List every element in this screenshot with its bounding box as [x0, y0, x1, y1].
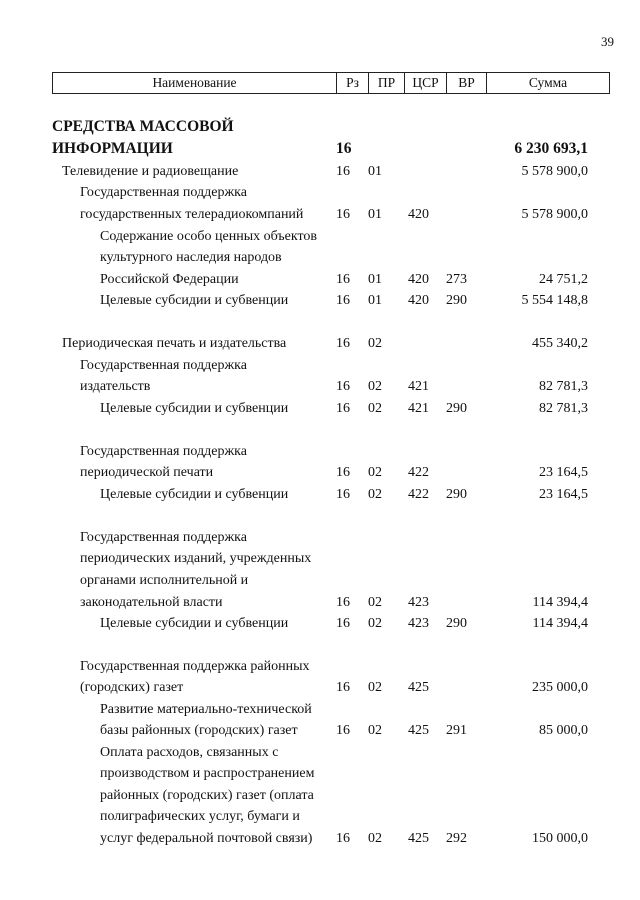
row-name: производством и распространением	[100, 766, 315, 781]
table-row	[0, 116, 640, 138]
row-name: ИНФОРМАЦИИ	[52, 140, 173, 157]
table-row	[0, 699, 640, 721]
row-name: полиграфических услуг, бумаги и	[100, 809, 300, 824]
table-row	[0, 592, 640, 614]
header-rz: Рз	[337, 73, 369, 93]
row-pr: 01	[368, 164, 382, 179]
table-row	[0, 247, 640, 269]
row-name: Целевые субсидии и субвенции	[100, 293, 289, 308]
row-name: базы районных (городских) газет	[100, 723, 298, 738]
row-rz: 16	[336, 379, 350, 394]
row-name: Периодическая печать и издательства	[62, 336, 287, 351]
table-row	[0, 484, 640, 506]
row-sum: 114 394,4	[532, 595, 588, 610]
row-sum: 85 000,0	[539, 723, 588, 738]
table-row	[0, 720, 640, 742]
row-name: Целевые субсидии и субвенции	[100, 616, 289, 631]
row-sum: 24 751,2	[539, 272, 588, 287]
row-name: районных (городских) газет (оплата	[100, 788, 314, 803]
table-row	[0, 138, 640, 160]
row-name: Оплата расходов, связанных с	[100, 745, 279, 760]
table-row	[0, 376, 640, 398]
row-name: издательств	[80, 379, 151, 394]
page-number: 39	[601, 34, 614, 49]
row-csr: 421	[408, 379, 429, 394]
row-pr: 02	[368, 465, 382, 480]
row-rz: 16	[336, 595, 350, 610]
table-header	[52, 72, 610, 94]
table-row	[0, 677, 640, 699]
row-sum: 82 781,3	[539, 379, 588, 394]
row-csr: 422	[408, 465, 429, 480]
row-pr: 02	[368, 401, 382, 416]
table-row	[0, 462, 640, 484]
row-pr: 02	[368, 723, 382, 738]
row-name: Телевидение и радиовещание	[62, 164, 239, 179]
header-name: Наименование	[53, 73, 337, 93]
table-row	[0, 785, 640, 807]
row-rz: 16	[336, 723, 350, 738]
table-row	[0, 269, 640, 291]
table-row	[0, 828, 640, 850]
row-rz: 16	[336, 831, 350, 846]
row-pr: 01	[368, 272, 382, 287]
row-name: Российской Федерации	[100, 272, 239, 287]
table-row	[0, 656, 640, 678]
table-row	[0, 398, 640, 420]
row-sum: 235 000,0	[532, 680, 588, 695]
row-pr: 02	[368, 595, 382, 610]
row-vr: 291	[446, 723, 467, 738]
row-name: Развитие материально-технической	[100, 702, 312, 717]
table-row	[0, 742, 640, 764]
row-sum: 114 394,4	[532, 616, 588, 631]
table-row	[0, 161, 640, 183]
table-row	[0, 441, 640, 463]
row-pr: 02	[368, 336, 382, 351]
row-name: периодических изданий, учрежденных	[80, 551, 312, 566]
row-csr: 420	[408, 293, 429, 308]
row-rz: 16	[336, 272, 350, 287]
row-csr: 422	[408, 487, 429, 502]
row-pr: 02	[368, 379, 382, 394]
row-vr: 290	[446, 487, 467, 502]
row-rz: 16	[336, 164, 350, 179]
row-pr: 02	[368, 680, 382, 695]
row-name: периодической печати	[80, 465, 214, 480]
row-vr: 292	[446, 831, 467, 846]
row-pr: 01	[368, 207, 382, 222]
row-csr: 425	[408, 831, 429, 846]
row-csr: 420	[408, 207, 429, 222]
row-csr: 420	[408, 272, 429, 287]
row-csr: 421	[408, 401, 429, 416]
row-pr: 02	[368, 831, 382, 846]
row-sum: 5 554 148,8	[521, 293, 588, 308]
row-pr: 02	[368, 616, 382, 631]
row-sum: 455 340,2	[532, 336, 588, 351]
row-name: (городских) газет	[80, 680, 184, 695]
row-rz: 16	[336, 207, 350, 222]
row-rz: 16	[336, 293, 350, 308]
row-vr: 290	[446, 401, 467, 416]
row-sum: 6 230 693,1	[514, 140, 588, 157]
row-name: СРЕДСТВА МАССОВОЙ	[52, 118, 234, 135]
row-csr: 425	[408, 723, 429, 738]
table-row	[0, 204, 640, 226]
row-name: услуг федеральной почтовой связи)	[100, 831, 313, 846]
row-rz: 16	[336, 487, 350, 502]
row-vr: 290	[446, 616, 467, 631]
row-rz: 16	[336, 401, 350, 416]
row-pr: 02	[368, 487, 382, 502]
row-name: органами исполнительной и	[80, 573, 249, 588]
header-pr: ПР	[369, 73, 405, 93]
table-row	[0, 613, 640, 635]
row-csr: 423	[408, 595, 429, 610]
row-name: Содержание особо ценных объектов	[100, 229, 318, 244]
row-pr: 01	[368, 293, 382, 308]
table-row	[0, 355, 640, 377]
row-name: Государственная поддержка районных	[80, 659, 310, 674]
table-row	[0, 290, 640, 312]
header-sum: Сумма	[528, 75, 568, 90]
header-vr: ВР	[447, 73, 487, 93]
table-row	[0, 182, 640, 204]
row-name: Государственная поддержка	[80, 185, 247, 200]
row-vr: 273	[446, 272, 467, 287]
row-sum: 150 000,0	[532, 831, 588, 846]
row-rz: 16	[336, 140, 352, 157]
row-name: Целевые субсидии и субвенции	[100, 487, 289, 502]
table-row	[0, 806, 640, 828]
row-name: Государственная поддержка	[80, 530, 247, 545]
row-sum: 82 781,3	[539, 401, 588, 416]
row-name: Государственная поддержка	[80, 444, 247, 459]
row-sum: 23 164,5	[539, 487, 588, 502]
table-row	[0, 570, 640, 592]
header-csr: ЦСР	[405, 73, 447, 93]
row-name: культурного наследия народов	[100, 250, 282, 265]
row-csr: 425	[408, 680, 429, 695]
row-sum: 23 164,5	[539, 465, 588, 480]
row-vr: 290	[446, 293, 467, 308]
table-row	[0, 333, 640, 355]
table-row	[0, 226, 640, 248]
row-rz: 16	[336, 680, 350, 695]
row-sum: 5 578 900,0	[521, 207, 588, 222]
row-csr: 423	[408, 616, 429, 631]
row-name: Целевые субсидии и субвенции	[100, 401, 289, 416]
row-name: Государственная поддержка	[80, 358, 247, 373]
row-rz: 16	[336, 616, 350, 631]
row-name: законодательной власти	[80, 595, 223, 610]
row-name: государственных телерадиокомпаний	[80, 207, 304, 222]
row-rz: 16	[336, 465, 350, 480]
row-sum: 5 578 900,0	[521, 164, 588, 179]
table-row	[0, 548, 640, 570]
row-rz: 16	[336, 336, 350, 351]
table-row	[0, 763, 640, 785]
table-row	[0, 527, 640, 549]
